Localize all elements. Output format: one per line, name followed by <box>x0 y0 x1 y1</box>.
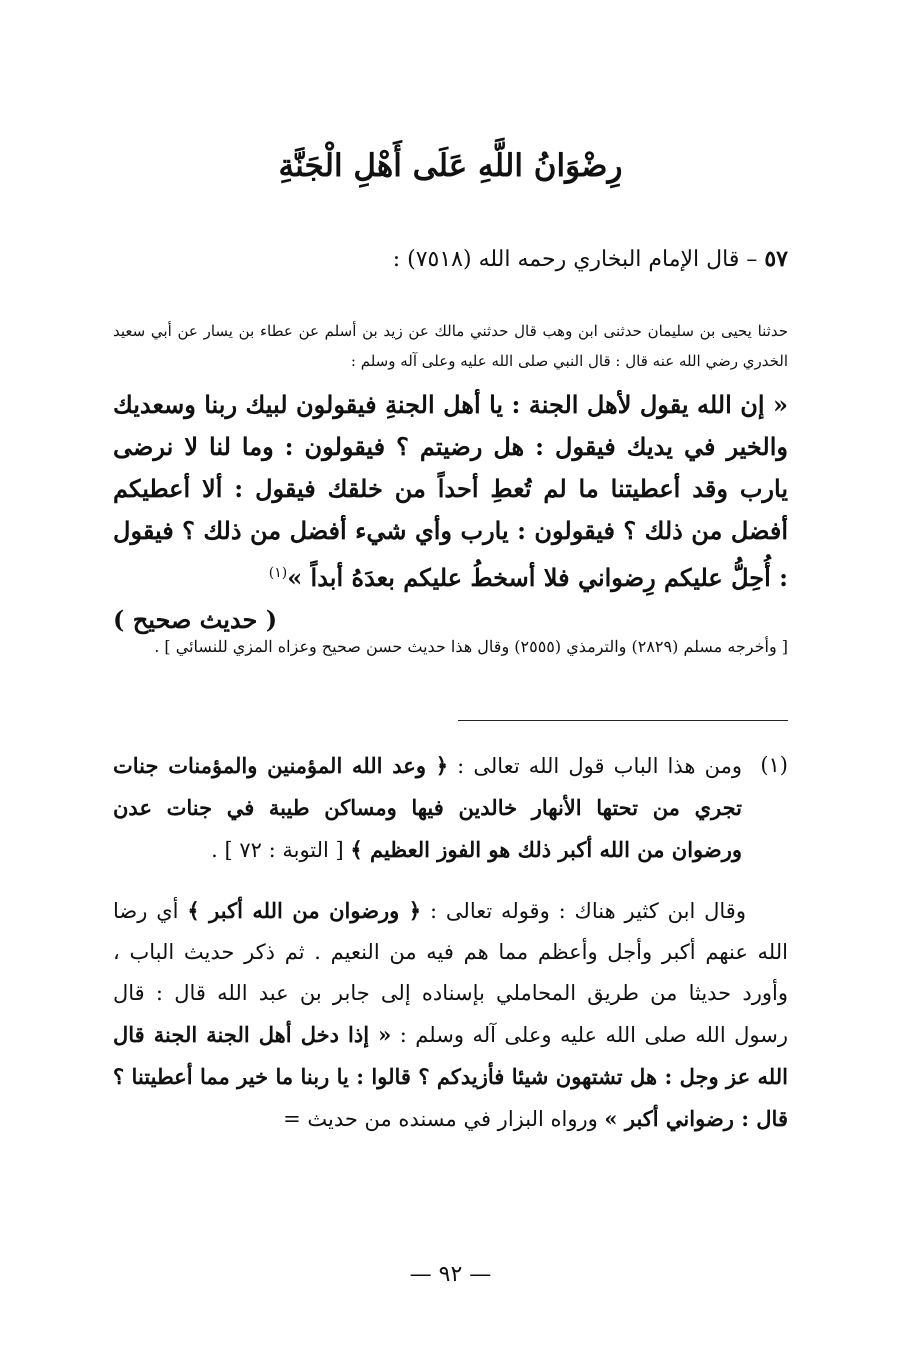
footnote-2-text: أي رضا الله عنهم أكبر وأجل وأعظم مما هم فيه من النعيم . ثم ذكر حديث الباب ، وأورد حديثا من طريق المحاملي بإسناده إلى جابر بن عبد الله قال : قال رسول الله صلى الله عليه وعلى آله وسلم : <box>113 899 788 1047</box>
hadith-intro: قال الإمام البخاري رحمه الله (٧٥١٨) : <box>392 247 740 272</box>
footnote-1-body <box>113 745 742 871</box>
footnote-2-intro: وقال ابن كثير هناك : وقوله تعالى : <box>421 899 746 923</box>
footnote-2-text-end: ورواه البزار في مسنده من حديث = <box>283 1107 605 1131</box>
chapter-title: رِضْوَانُ اللَّهِ عَلَى أَهْلِ الْجَنَّةِ <box>278 148 623 184</box>
hadith-matn <box>113 384 788 641</box>
hadith-heading <box>113 246 788 272</box>
footnote-1-reference: [ التوبة : ٧٢ ] . <box>211 838 351 862</box>
hadith-number: ٥٧ <box>764 246 788 272</box>
footnote-2-ayah: ﴿ ورضوان من الله أكبر ﴾ <box>187 898 422 923</box>
footnote-divider <box>458 720 788 721</box>
footnote-1-continuation <box>113 890 788 1140</box>
footnote-1 <box>113 745 788 871</box>
hadith-isnad: حدثنا يحيى بن سليمان حدثنى ابن وهب قال حدثني مالك عن زيد بن أسلم عن عطاء بن يسار عن أبي سعيد الخدري رضي الله عنه قال : قال النبي صلى الله عليه وعلى آله وسلم : <box>113 322 788 370</box>
page-number: — ٩٢ — <box>409 1262 492 1287</box>
hadith-grade: ( حديث صحيح ) <box>113 605 278 634</box>
footnote-1-ayah: ﴿ وعد الله المؤمنين والمؤمنات جنات تجري من تحتها الأنهار خالدين فيها ومساكن طيبة في جنات عدن ورضوان من الله أكبر ذلك هو الفوز العظيم ﴾ <box>113 753 742 862</box>
footnote-reference[interactable]: (١) <box>268 565 288 581</box>
footnote-1-intro: ومن هذا الباب قول الله تعالى : <box>448 754 742 778</box>
footnote-2-quote: « إذا دخل أهل الجنة الجنة قال الله عز وجل : هل تشتهون شيئا فأزيدكم ؟ قالوا : يا ربنا ما خير مما أعطيتنا ؟ قال : رضواني أكبر » <box>113 1022 788 1131</box>
hadith-takhrij: [ وأخرجه مسلم (٢٨٢٩) والترمذي (٢٥٥٥) وقال هذا حديث حسن صحيح وعزاه المزي للنسائي ] . <box>154 637 788 656</box>
hadith-dash: – <box>739 247 765 272</box>
footnote-1-label: (١) <box>760 753 788 777</box>
hadith-matn-text: « إن الله يقول لأهل الجنة : يا أهل الجنةِ فيقولون لبيك ربنا وسعديك والخير في يديك فيقول : هل رضيتم ؟ فيقولون : وما لنا لا نرضى يارب وقد أعطيتنا ما لم تُعطِ أحداً من خلقك فيقول : ألا أعطيكم أفضل من ذلك ؟ فيقولون : يارب وأي شيء أفضل من ذلك ؟ فيقول : أُحِلُّ عليكم رِضواني فلا أسخطُ عليكم بعدَهُ أبداً » <box>113 390 788 592</box>
